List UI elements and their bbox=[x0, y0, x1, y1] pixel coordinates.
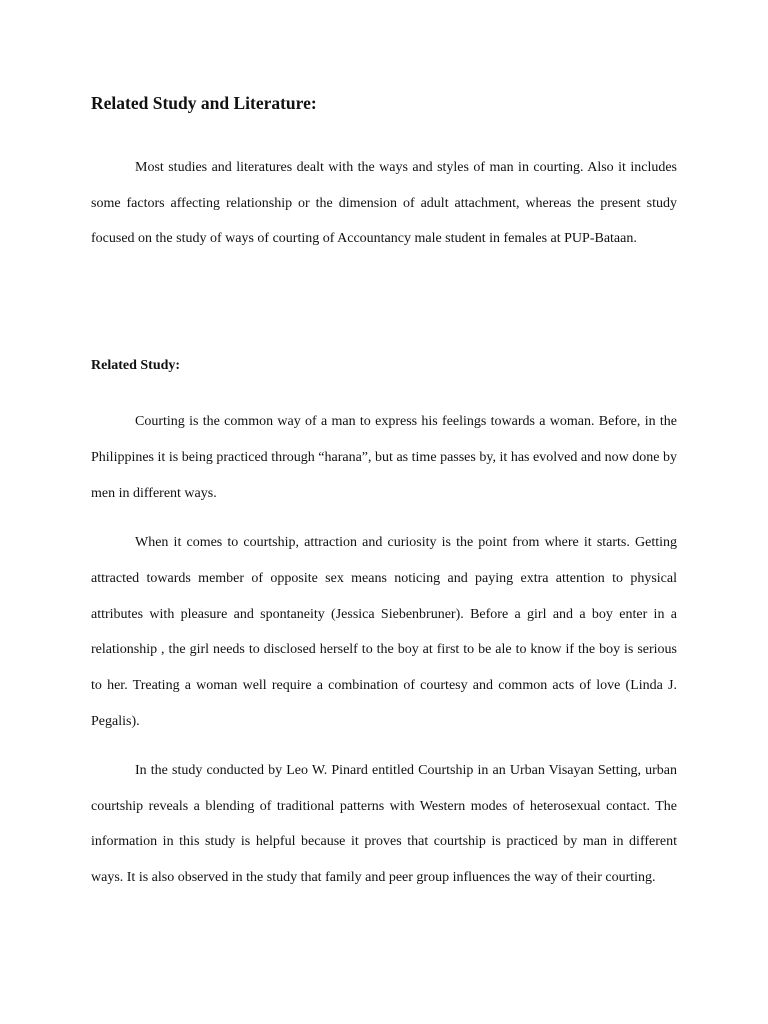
related-study-paragraph-3: In the study conducted by Leo W. Pinard entitled Courtship in an Urban Visayan Setting, urban courtship reveals a blending of traditional patterns with Western modes of heterosexual contact. The information in this study is helpful because it proves that courtship is practiced by man in different ways. It is also observed in the study that family and peer group influences the way of their courting. bbox=[91, 763, 677, 886]
related-study-paragraph-1: Courting is the common way of a man to express his feelings towards a woman. Before, in the Philippines it is being practiced through “harana”, but as time passes by, it has evolved and now done by men in different ways. bbox=[91, 414, 677, 501]
related-study-paragraph-2: When it comes to courtship, attraction and curiosity is the point from where it starts. Getting attracted towards member of opposite sex means noticing and paying extra attention to physical attributes with pleasure and spontaneity (Jessica Siebenbruner). Before a girl and a boy enter in a relationship , the girl needs to disclosed herself to the boy at first to be ale to know if the boy is serious to her. Treating a woman well require a combination of courtesy and common acts of love (Linda J. Pegalis). bbox=[91, 535, 677, 729]
intro-paragraph: Most studies and literatures dealt with the ways and styles of man in courting. Also it includes some factors affecting relationship or the dimension of adult attachment, whereas the present study focused on the study of ways of courting of Accountancy male student in females at PUP-Bataan. bbox=[91, 160, 677, 247]
section-heading-related-study: Related Study: bbox=[91, 358, 181, 373]
page-title: Related Study and Literature: bbox=[91, 93, 317, 113]
